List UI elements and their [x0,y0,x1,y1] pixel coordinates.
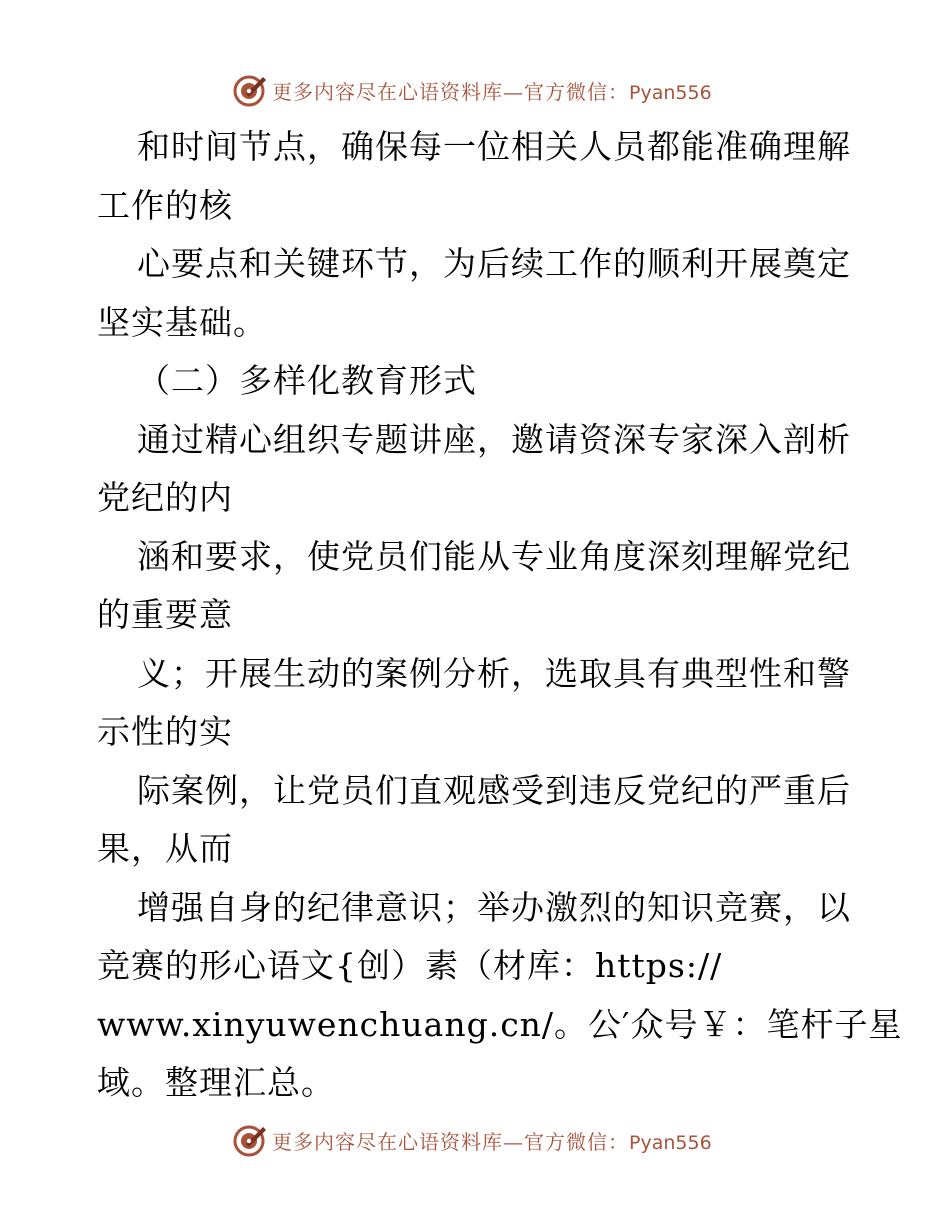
text-line: www.xinyuwenchuang.cn/。公′众号￥：笔杆子星 [97,1004,903,1044]
text-line: 的重要意 [97,595,233,634]
text-line: 工作的核 [97,185,233,225]
footer-brand-text: 更多内容尽在心语资料库—官方微信：Pyan556 [272,1129,712,1154]
header-wechat-id: Pyan556 [629,81,712,104]
pen-nib-logo-icon [232,72,268,108]
pen-nib-logo-icon [232,1122,268,1158]
header-brand-text: 更多内容尽在心语资料库—官方微信：Pyan556 [272,79,712,104]
text-line: 域。整理汇总。 [97,1063,335,1102]
text-line: 和时间节点，确保每一位相关人员都能准确理解 [137,127,851,166]
footer-banner [232,1120,712,1160]
footer-wechat-id: Pyan556 [629,1131,712,1154]
text-line: 涵和要求，使党员们能从专业角度深刻理解党纪 [137,536,851,576]
section-heading: （二）多样化教育形式 [137,361,477,400]
text-line: 增强自身的纪律意识；举办激烈的知识竞赛，以 [137,887,851,927]
text-line: 际案例，让党员们直观感受到违反党纪的严重后 [137,770,851,810]
text-line: 果，从而 [97,829,233,868]
text-line: 义；开展生动的案例分析，选取具有典型性和警 [137,653,851,693]
document-body [97,118,903,1113]
text-line: 示性的实 [97,712,233,751]
text-line: 党纪的内 [97,478,233,517]
text-line: 心要点和关键环节，为后续工作的顺利开展奠定 [137,244,851,283]
text-line: 竞赛的形心语文{创）素（材库：https:// [97,946,723,985]
text-line: 通过精心组织专题讲座，邀请资深专家深入剖析 [137,419,851,459]
header-banner [232,70,712,110]
text-line: 坚实基础。 [97,302,267,342]
